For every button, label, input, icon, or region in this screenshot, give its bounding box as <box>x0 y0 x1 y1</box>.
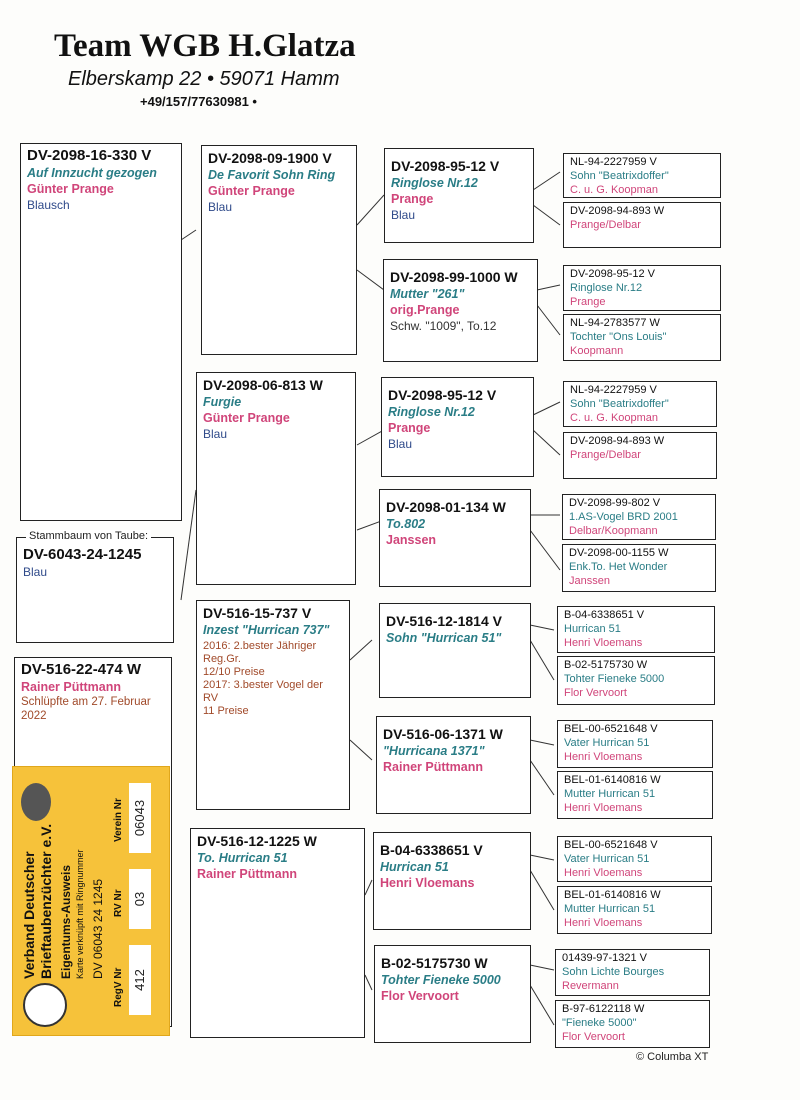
father-breeder: Günter Prange <box>27 182 114 196</box>
gen4-breeder: Koopmann <box>570 345 624 357</box>
gen2-ring: DV-2098-09-1900 V <box>208 150 332 166</box>
gen4-ring: DV-2098-94-893 W <box>570 205 665 217</box>
ownership-card <box>12 766 170 1036</box>
gen4-box <box>562 544 716 592</box>
card-ring-number: DV 06043 24 1245 <box>91 878 105 979</box>
gen4-box <box>557 656 715 705</box>
gen2-name: To. Hurrican 51 <box>197 851 288 865</box>
copyright: © Columba XT <box>636 1051 709 1063</box>
gen4-ring: BEL-01-6140816 W <box>564 889 661 901</box>
gen3-breeder: Prange <box>391 192 434 206</box>
gen4-breeder: Prange/Delbar <box>570 219 641 231</box>
gen4-name: Hurrican 51 <box>564 623 621 635</box>
gen4-ring: DV-2098-00-1155 W <box>569 547 669 559</box>
gen3-ring: DV-2098-95-12 V <box>388 387 497 403</box>
card-label-rv: RV Nr <box>113 889 124 917</box>
address: Elberskamp 22 • 59071 Hamm <box>68 68 340 90</box>
gen3-name: Mutter "261" <box>390 287 465 301</box>
subject-ring: DV-6043-24-1245 <box>23 546 142 563</box>
gen4-box <box>563 432 717 479</box>
gen2-box <box>190 828 365 1038</box>
gen3-name: Sohn "Hurrican 51" <box>386 631 502 645</box>
gen4-breeder: Prange/Delbar <box>570 449 641 461</box>
gen2-name: Furgie <box>203 395 242 409</box>
gen3-ring: DV-516-12-1814 V <box>386 613 502 629</box>
gen4-box <box>555 949 710 996</box>
gen2-ring: DV-2098-06-813 W <box>203 377 323 393</box>
father-name: Auf Innzucht gezogen <box>27 166 157 180</box>
gen4-box <box>563 202 721 248</box>
gen4-ring: DV-2098-99-802 V <box>569 497 661 509</box>
gen4-name: Ringlose Nr.12 <box>570 282 643 294</box>
gen3-ring: DV-2098-01-134 W <box>386 499 506 515</box>
gen4-ring: 01439-97-1321 V <box>562 952 648 964</box>
gen2-breeder: Günter Prange <box>208 184 295 198</box>
gen4-ring: BEL-00-6521648 V <box>564 839 658 851</box>
gen4-name: 1.AS-Vogel BRD 2001 <box>569 511 678 523</box>
gen4-box <box>563 381 717 427</box>
gen4-box <box>562 494 716 540</box>
card-subtitle: Karte verknüpft mit Ringnummer <box>75 849 85 979</box>
subject-box <box>16 537 174 643</box>
gen2-ring: DV-516-12-1225 W <box>197 833 317 849</box>
gen3-breeder: Flor Vervoort <box>381 989 459 1003</box>
gen3-ring: B-02-5175730 W <box>381 955 488 971</box>
page-title: Team WGB H.Glatza <box>54 28 356 64</box>
father-color: Blausch <box>27 198 70 212</box>
gen3-color: Blau <box>388 437 413 451</box>
gen3-ring: DV-2098-99-1000 W <box>390 269 518 285</box>
mother-ring: DV-516-15-737 V <box>203 605 312 621</box>
gen3-breeder: Henri Vloemans <box>380 876 475 890</box>
gen4-box <box>555 1000 710 1048</box>
gen4-name: Vater Hurrican 51 <box>564 737 650 749</box>
phone-number: +49/157/77630981 • <box>140 94 257 109</box>
seal-icon <box>21 783 51 821</box>
card-value-regv: 412 <box>129 945 151 1015</box>
gen4-name: Mutter Hurrican 51 <box>564 788 656 800</box>
gen4-ring: B-02-5175730 W <box>564 659 648 671</box>
gen4-breeder: Flor Vervoort <box>562 1031 625 1043</box>
mother-note-4: 2017: 3.bester Vogel der <box>203 679 323 691</box>
card-value-rv: 03 <box>129 869 151 929</box>
gen3-box <box>379 489 531 587</box>
card-doc-title: Eigentums-Ausweis <box>59 864 73 979</box>
gen2-box <box>196 372 356 585</box>
gen3-breeder: orig.Prange <box>390 303 460 317</box>
gen4-ring: NL-94-2783577 W <box>570 317 660 329</box>
gen4-box <box>557 606 715 653</box>
dv-logo-icon <box>23 983 67 1027</box>
gen4-ring: BEL-00-6521648 V <box>564 723 658 735</box>
gen3-name: To.802 <box>386 517 426 531</box>
gen4-name: Mutter Hurrican 51 <box>564 903 656 915</box>
gen4-name: Sohn "Beatrixdoffer" <box>570 398 669 410</box>
father-box <box>20 143 182 521</box>
gen4-ring: B-04-6338651 V <box>564 609 645 621</box>
gen4-ring: NL-94-2227959 V <box>570 384 657 396</box>
subject-legend: Stammbaum von Taube: <box>26 530 151 542</box>
gen4-breeder: Henri Vloemans <box>564 867 643 879</box>
gen4-breeder: Janssen <box>569 575 610 587</box>
mother-note-5: RV <box>203 692 219 704</box>
gen4-name: Sohn "Beatrixdoffer" <box>570 170 669 182</box>
gen3-ring: DV-2098-95-12 V <box>391 158 500 174</box>
gen4-box <box>557 836 712 882</box>
card-org-1: Verband Deutscher <box>21 851 37 979</box>
gen4-ring: B-97-6122118 W <box>562 1003 645 1015</box>
gen4-ring: DV-2098-95-12 V <box>570 268 655 280</box>
gen4-name: Tohter Fieneke 5000 <box>564 673 665 685</box>
gen3-breeder: Janssen <box>386 533 437 547</box>
subject-info-note: Schlüpfte am 27. Februar 2022 <box>21 696 151 722</box>
gen4-box <box>557 720 713 768</box>
mother-note-1: 2016: 2.bester Jähriger <box>203 640 317 652</box>
gen4-name: Sohn Lichte Bourges <box>562 966 665 978</box>
subject-info-breeder: Rainer Püttmann <box>21 680 122 694</box>
gen3-ring: DV-516-06-1371 W <box>383 726 503 742</box>
gen2-color: Blau <box>208 200 233 214</box>
gen2-color: Blau <box>203 427 228 441</box>
gen3-ring: B-04-6338651 V <box>380 842 483 858</box>
gen4-box <box>563 153 721 198</box>
gen4-breeder: Henri Vloemans <box>564 917 643 929</box>
subject-color: Blau <box>23 565 48 579</box>
gen4-breeder: Flor Vervoort <box>564 687 627 699</box>
gen4-name: Tochter "Ons Louis" <box>570 331 667 343</box>
mother-note-2: Reg.Gr. <box>203 653 241 665</box>
gen4-ring: NL-94-2227959 V <box>570 156 657 168</box>
gen2-breeder: Günter Prange <box>203 411 290 425</box>
gen4-name: "Fieneke 5000" <box>562 1017 637 1029</box>
gen4-box <box>563 314 721 361</box>
mother-note-3: 12/10 Preise <box>203 666 265 678</box>
gen4-breeder: Delbar/Koopmann <box>569 525 658 537</box>
gen4-breeder: Revermann <box>562 980 619 992</box>
gen3-name: Ringlose Nr.12 <box>388 405 475 419</box>
card-value-verein: 06043 <box>129 783 151 853</box>
gen3-breeder: Prange <box>388 421 431 435</box>
gen3-box <box>383 259 538 362</box>
gen4-ring: DV-2098-94-893 W <box>570 435 665 447</box>
subject-info-ring: DV-516-22-474 W <box>21 661 142 678</box>
gen3-breeder: Rainer Püttmann <box>383 760 484 774</box>
mother-note-6: 11 Preise <box>203 705 249 717</box>
gen3-name: Ringlose Nr.12 <box>391 176 478 190</box>
card-org-2: Brieftaubenzüchter e.V. <box>38 823 54 979</box>
mother-box <box>196 600 350 810</box>
gen4-breeder: C. u. G. Koopman <box>570 184 659 196</box>
gen4-breeder: Prange <box>570 296 606 308</box>
gen2-box <box>201 145 357 355</box>
gen4-box <box>557 771 713 819</box>
gen3-box <box>384 148 534 243</box>
card-label-verein: Verein Nr <box>113 798 124 842</box>
gen3-color: Blau <box>391 208 416 222</box>
gen3-name: "Hurricana 1371" <box>383 744 485 758</box>
gen4-breeder: Henri Vloemans <box>564 802 643 814</box>
gen4-box <box>557 886 712 934</box>
gen2-name: De Favorit Sohn Ring <box>208 168 336 182</box>
gen4-breeder: Henri Vloemans <box>564 751 643 763</box>
gen4-name: Enk.To. Het Wonder <box>569 561 668 573</box>
gen3-box <box>374 945 531 1043</box>
gen3-name: Tohter Fieneke 5000 <box>381 973 501 987</box>
gen3-box <box>373 832 531 930</box>
gen4-breeder: C. u. G. Koopman <box>570 412 659 424</box>
gen2-breeder: Rainer Püttmann <box>197 867 298 881</box>
mother-name: Inzest "Hurrican 737" <box>203 623 330 637</box>
gen4-breeder: Henri Vloemans <box>564 637 643 649</box>
gen3-box <box>379 603 531 698</box>
gen3-box <box>376 716 531 814</box>
father-ring: DV-2098-16-330 V <box>27 147 152 164</box>
card-label-regv: RegV Nr <box>113 967 124 1007</box>
gen4-box <box>563 265 721 311</box>
gen3-name: Hurrican 51 <box>380 860 449 874</box>
gen3-extra: Schw. "1009", To.12 <box>390 319 497 333</box>
gen4-name: Vater Hurrican 51 <box>564 853 650 865</box>
gen3-box <box>381 377 534 477</box>
gen4-ring: BEL-01-6140816 W <box>564 774 661 786</box>
